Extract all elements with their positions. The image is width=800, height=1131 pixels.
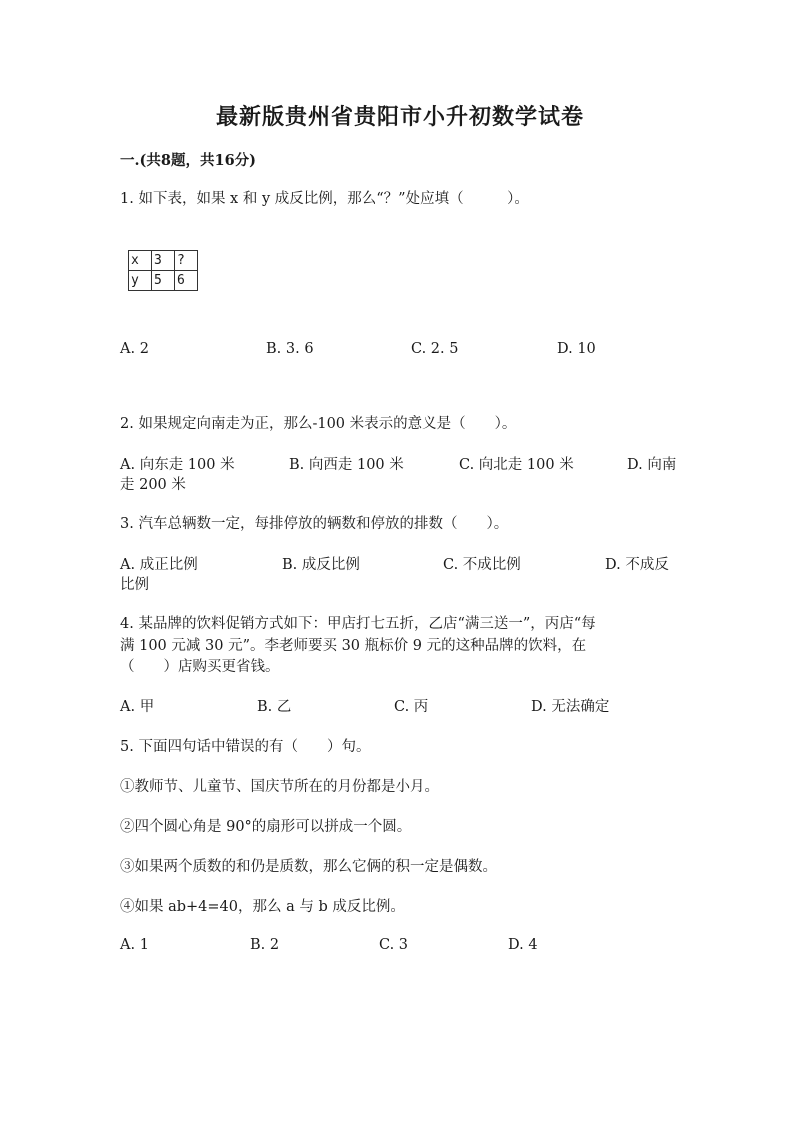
question-4-stem-line-1: 4. 某品牌的饮料促销方式如下：甲店打七五折，乙店“满三送一”，丙店“每 [120,616,596,632]
table-cell: y [129,271,152,291]
question-4-option-b: B. 乙 [257,699,292,715]
question-4-option-a: A. 甲 [120,699,155,715]
question-3-option-c: C. 不成比例 [443,557,521,573]
section-heading: 一.(共8题，共16分) [120,152,257,169]
question-3-option-d-wrap: 比例 [120,577,149,593]
question-5-stem: 5. 下面四句话中错误的有（ ）句。 [120,739,371,755]
question-3-option-a: A. 成正比例 [120,557,198,573]
question-1-stem: 1. 如下表，如果 x 和 y 成反比例，那么“？”处应填（ ）。 [120,191,529,207]
table-cell: ? [175,251,198,271]
question-5-option-d: D. 4 [508,937,538,953]
table-cell: x [129,251,152,271]
table-row [129,271,198,291]
page-title: 最新版贵州省贵阳市小升初数学试卷 [215,104,584,130]
table-row [129,251,198,271]
question-3-option-b: B. 成反比例 [282,557,360,573]
question-4-stem-line-2: 满 100 元减 30 元”。李老师要买 30 瓶标价 9 元的这种品牌的饮料，在 [120,638,587,654]
question-2-option-a: A. 向东走 100 米 [120,457,235,473]
question-5-statement-2: ②四个圆心角是 90°的扇形可以拼成一个圆。 [120,819,412,835]
question-5-statement-3: ③如果两个质数的和仍是质数，那么它俩的积一定是偶数。 [120,859,497,875]
question-3-option-d: D. 不成反 [605,557,669,573]
question-2-option-c: C. 向北走 100 米 [459,457,574,473]
xy-table [128,250,198,291]
question-1-option-c: C. 2. 5 [411,341,459,357]
question-2-stem: 2. 如果规定向南走为正，那么-100 米表示的意义是（ ）。 [120,416,517,432]
question-5-option-c: C. 3 [379,937,409,953]
table-cell: 5 [152,271,175,291]
question-3-stem: 3. 汽车总辆数一定，每排停放的辆数和停放的排数（ ）。 [120,516,509,532]
question-1-option-d: D. 10 [557,341,596,357]
question-5-statement-4: ④如果 ab+4=40，那么 a 与 b 成反比例。 [120,899,405,915]
question-5-statement-1: ①教师节、儿童节、国庆节所在的月份都是小月。 [120,779,439,795]
question-2-option-d: D. 向南 [627,457,677,473]
question-1-option-b: B. 3. 6 [266,341,314,357]
question-1-option-a: A. 2 [120,341,149,357]
question-5-option-b: B. 2 [250,937,280,953]
question-4-option-c: C. 丙 [394,699,429,715]
table-cell: 3 [152,251,175,271]
question-5-option-a: A. 1 [120,937,149,953]
question-2-option-b: B. 向西走 100 米 [289,457,404,473]
question-4-option-d: D. 无法确定 [531,699,610,715]
table-cell: 6 [175,271,198,291]
question-4-stem-line-3: （ ）店购买更省钱。 [120,659,280,675]
question-2-option-d-wrap: 走 200 米 [120,477,186,493]
